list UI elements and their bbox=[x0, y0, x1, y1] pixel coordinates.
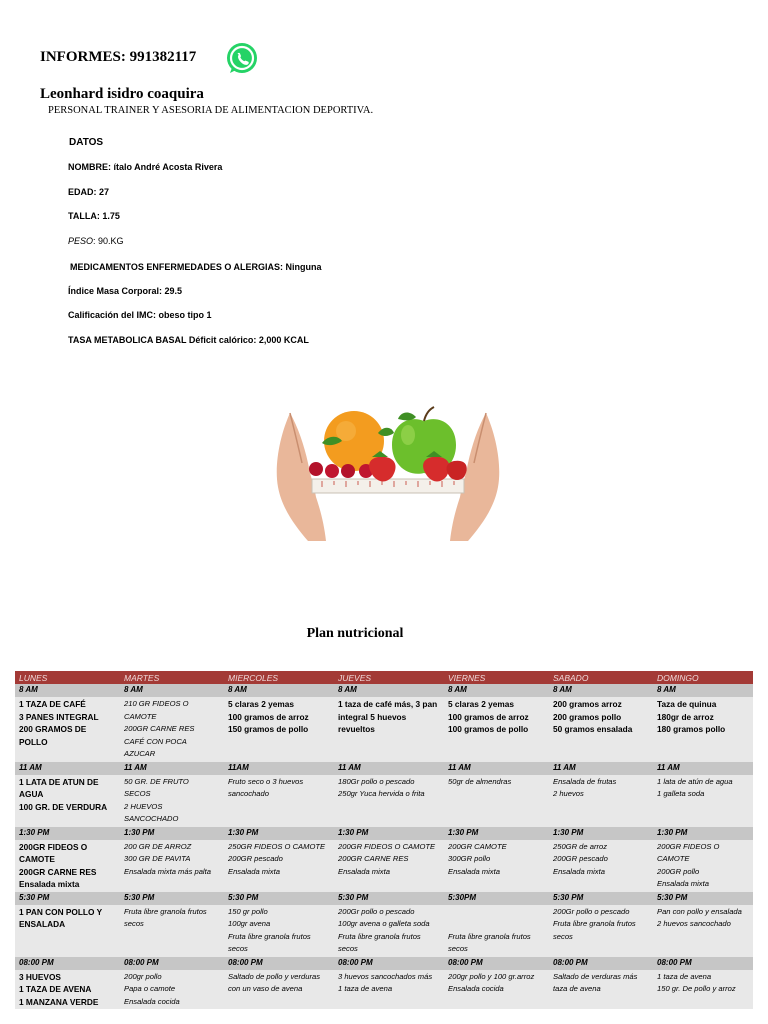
meal-time-cell: 5:30 PM bbox=[334, 892, 444, 905]
tasa-value: 2,000 KCAL bbox=[258, 335, 309, 345]
meal-time-cell: 1:30 PM bbox=[444, 827, 549, 840]
meal-cell bbox=[15, 840, 120, 892]
imc-value: 29.5 bbox=[164, 286, 183, 296]
meal-cell-line: Saltado de pollo y verduras bbox=[228, 971, 321, 981]
meal-cell-line: 50 gramos ensalada bbox=[553, 724, 633, 734]
meal-cell-line: 1 galleta soda bbox=[657, 789, 705, 798]
meal-cell-line: Fruta libre granola frutos bbox=[553, 919, 636, 928]
meal-cell-line: 200GR CARNE RES bbox=[338, 854, 409, 863]
meal-cell-line: 300 GR DE PAVITA bbox=[124, 854, 191, 863]
meal-cell-line: secos bbox=[338, 944, 358, 953]
meal-cell bbox=[120, 775, 224, 827]
meal-cell-line: 200GR pescado bbox=[553, 854, 608, 863]
trainer-subtitle: PERSONAL TRAINER Y ASESORIA DE ALIMENTACION DEPORTIVA. bbox=[48, 105, 374, 116]
meal-cell-line: SECOS bbox=[124, 789, 151, 798]
meal-cell-line: secos bbox=[228, 944, 248, 953]
field-medicamentos bbox=[70, 262, 322, 272]
meal-cell-line: 150 gr pollo bbox=[228, 906, 268, 916]
meal-cell-line: 180Gr pollo o pescado bbox=[338, 776, 415, 786]
meal-cell bbox=[653, 775, 753, 827]
meal-time-cell: 11 AM bbox=[120, 762, 224, 775]
meal-cell bbox=[334, 775, 444, 827]
meal-cell bbox=[15, 905, 120, 957]
meal-cell-line: Fruta libre granola frutos bbox=[124, 906, 207, 916]
meal-time-cell: 5:30 PM bbox=[120, 892, 224, 905]
measuring-tape bbox=[312, 479, 464, 493]
field-talla bbox=[68, 211, 120, 221]
meal-cell-line: 200Gr pollo o pescado bbox=[338, 906, 415, 916]
meal-time-cell: 11 AM bbox=[334, 762, 444, 775]
meal-cell bbox=[549, 697, 653, 762]
field-calificacion bbox=[68, 310, 212, 320]
meal-cell bbox=[120, 970, 224, 1010]
meal-cell-line: 2 HUEVOS bbox=[124, 801, 163, 811]
meal-cell-line: 1 LATA DE ATUN DE bbox=[19, 776, 99, 787]
day-header: LUNES bbox=[15, 671, 120, 684]
meal-cell bbox=[653, 905, 753, 957]
day-header: JUEVES bbox=[334, 671, 444, 684]
meal-cell-line: Fruta libre granola frutos bbox=[228, 931, 311, 941]
meal-time-cell: 8 AM bbox=[444, 684, 549, 697]
meal-time-row bbox=[15, 892, 753, 905]
meal-cell bbox=[444, 697, 549, 762]
meal-time-cell: 1:30 PM bbox=[549, 827, 653, 840]
meal-cell bbox=[224, 697, 334, 762]
meal-time-cell: 11 AM bbox=[15, 762, 120, 775]
meal-time-cell: 11AM bbox=[224, 762, 334, 775]
meal-cell-line: Ensalada mixta bbox=[657, 879, 709, 888]
medicamentos-value: Ninguna bbox=[285, 262, 322, 272]
meal-time-cell: 08:00 PM bbox=[15, 957, 120, 970]
meal-cell-line: 100gr avena bbox=[228, 919, 271, 928]
strawberry bbox=[447, 461, 467, 480]
meal-time-cell: 08:00 PM bbox=[334, 957, 444, 970]
meal-cell bbox=[653, 697, 753, 762]
medicamentos-label: MEDICAMENTOS ENFERMEDADES O ALERGIAS: bbox=[70, 262, 284, 272]
meal-time-cell: 5:30 PM bbox=[15, 892, 120, 905]
meal-cell bbox=[120, 840, 224, 892]
meal-cell-line: Ensalada mixta bbox=[448, 866, 500, 876]
meal-cell-line: 200GR FIDEOS O bbox=[19, 841, 88, 852]
meal-cell-line: 200Gr pollo o pescado bbox=[553, 906, 630, 916]
meal-cell-line: 1 PAN CON POLLO Y bbox=[19, 906, 103, 917]
meal-body-row bbox=[15, 775, 753, 827]
whatsapp-icon bbox=[224, 41, 260, 77]
meal-cell-line: 1 taza de avena bbox=[657, 971, 712, 981]
day-header: VIERNES bbox=[444, 671, 549, 684]
meal-cell bbox=[120, 697, 224, 762]
day-header: SABADO bbox=[549, 671, 653, 684]
meal-cell bbox=[224, 970, 334, 1010]
meal-time-cell: 5:30 PM bbox=[653, 892, 753, 905]
meal-cell-line: 150 gr. De pollo y arroz bbox=[657, 984, 736, 993]
meal-time-cell: 1:30 PM bbox=[653, 827, 753, 840]
meal-cell bbox=[549, 905, 653, 957]
meal-cell-line: 200GR FIDEOS O CAMOTE bbox=[338, 841, 436, 851]
meal-cell-line: 300GR pollo bbox=[448, 854, 491, 863]
meal-cell-line bbox=[448, 906, 545, 919]
meal-cell-line: sancochado bbox=[228, 789, 269, 798]
meal-time-cell: 08:00 PM bbox=[444, 957, 549, 970]
meal-time-cell: 11 AM bbox=[444, 762, 549, 775]
meal-cell-line: 210 GR FIDEOS O bbox=[124, 699, 189, 708]
meal-cell-line: 50 GR. DE FRUTO bbox=[124, 776, 189, 786]
meal-cell-line: Ensalada mixta bbox=[19, 879, 80, 889]
meal-cell-line: Pan con pollo y ensalada bbox=[657, 906, 742, 916]
meal-cell-line: 100 gramos de arroz bbox=[448, 711, 529, 722]
meal-cell bbox=[15, 970, 120, 1010]
meal-cell bbox=[224, 840, 334, 892]
meal-cell-line: 200GR pollo bbox=[657, 866, 700, 876]
plan-title: Plan nutricional bbox=[306, 626, 404, 641]
meal-cell-line: taza de avena bbox=[553, 984, 601, 993]
meal-cell bbox=[334, 970, 444, 1010]
meal-body-row bbox=[15, 905, 753, 957]
strawberry bbox=[369, 457, 395, 482]
peso-label: PESO bbox=[68, 236, 94, 246]
meal-cell-line: 200GR CARNE RES bbox=[124, 724, 195, 733]
meal-cell-line: SANCOCHADO bbox=[124, 814, 179, 823]
meal-cell-line: 1 lata de atún de agua bbox=[657, 776, 733, 786]
meal-cell bbox=[444, 775, 549, 827]
meal-cell-line: 1 MANZANA VERDE bbox=[19, 996, 99, 1007]
meal-cell-line: Ensalada mixta bbox=[228, 866, 280, 876]
edad-value: 27 bbox=[99, 187, 110, 197]
meal-cell-line: CAFÉ CON POCA bbox=[124, 736, 187, 746]
meal-cell-line: Ensalada de frutas bbox=[553, 776, 617, 786]
meal-plan-table bbox=[15, 671, 753, 1009]
cherry bbox=[325, 464, 339, 478]
meal-cell-line: 200GR pescado bbox=[228, 854, 283, 863]
meal-time-cell: 1:30 PM bbox=[120, 827, 224, 840]
meal-time-cell: 1:30 PM bbox=[15, 827, 120, 840]
meal-cell-line: CAMOTE bbox=[124, 711, 157, 721]
meal-cell bbox=[15, 697, 120, 762]
meal-cell-line: CAMOTE bbox=[657, 854, 690, 863]
meal-cell-line: 180 gramos pollo bbox=[657, 724, 726, 734]
field-tasa bbox=[68, 335, 309, 345]
meal-time-cell: 08:00 PM bbox=[224, 957, 334, 970]
meal-cell-line: Fruta libre granola frutos bbox=[448, 931, 531, 941]
meal-cell-line: Ensalada cocida bbox=[448, 984, 504, 993]
trainer-name: Leonhard isidro coaquira bbox=[40, 86, 204, 102]
meal-cell-line: 3 huevos sancochados más bbox=[338, 971, 433, 981]
meal-cell-line: 250GR de arroz bbox=[553, 841, 608, 851]
meal-time-row bbox=[15, 684, 753, 697]
meal-cell-line: secos bbox=[124, 919, 144, 928]
meal-body-row bbox=[15, 840, 753, 892]
field-imc bbox=[68, 286, 182, 296]
meal-cell-line: 100gr avena o galleta soda bbox=[338, 919, 430, 928]
meal-cell-line: 100 GR. DE VERDURA bbox=[19, 801, 108, 812]
meal-cell bbox=[444, 970, 549, 1010]
meal-cell-line bbox=[448, 918, 545, 931]
field-nombre bbox=[68, 162, 222, 172]
meal-cell-line: 1 TAZA DE AVENA bbox=[19, 984, 92, 994]
strawberry bbox=[423, 457, 449, 482]
meal-cell-line: Ensalada mixta más palta bbox=[124, 866, 211, 876]
meal-time-cell: 11 AM bbox=[653, 762, 753, 775]
meal-time-cell: 11 AM bbox=[549, 762, 653, 775]
meal-cell bbox=[653, 840, 753, 892]
meal-time-row bbox=[15, 762, 753, 775]
meal-time-cell: 1:30 PM bbox=[224, 827, 334, 840]
meal-cell-line: 200 gramos arroz bbox=[553, 699, 622, 709]
meal-cell-line: Fruto seco o 3 huevos bbox=[228, 776, 304, 786]
nombre-label: NOMBRE: bbox=[68, 162, 111, 172]
meal-cell-line: Ensalada cocida bbox=[124, 996, 180, 1006]
meal-cell-line: 1 taza de avena bbox=[338, 984, 393, 993]
meal-cell-line: AZUCAR bbox=[124, 749, 156, 758]
day-header: MIERCOLES bbox=[224, 671, 334, 684]
datos-title: DATOS bbox=[69, 137, 104, 148]
meal-plan-body bbox=[15, 684, 753, 1009]
meal-cell-line: 200 GR DE ARROZ bbox=[124, 841, 192, 851]
meal-cell-line: 200gr pollo y 100 gr.arroz bbox=[448, 971, 535, 981]
meal-time-cell: 1:30 PM bbox=[334, 827, 444, 840]
meal-cell-line: 3 HUEVOS bbox=[19, 971, 61, 982]
meal-cell-line: Saltado de verduras más bbox=[553, 971, 638, 981]
meal-cell-line: 200GR FIDEOS O bbox=[657, 841, 720, 851]
cherry bbox=[309, 462, 323, 476]
meal-cell bbox=[15, 775, 120, 827]
meal-time-cell: 08:00 PM bbox=[549, 957, 653, 970]
meal-cell-line: 5 claras 2 yemas bbox=[228, 699, 294, 709]
meal-time-cell: 8 AM bbox=[120, 684, 224, 697]
meal-cell bbox=[334, 905, 444, 957]
meal-cell-line: 5 claras 2 yemas bbox=[448, 699, 514, 709]
meal-body-row bbox=[15, 970, 753, 1010]
meal-cell-line: 2 huevos sancochado bbox=[657, 919, 731, 928]
meal-cell-line: 50gr de almendras bbox=[448, 776, 512, 786]
meal-cell-line: con un vaso de avena bbox=[228, 984, 303, 993]
meal-time-cell: 8 AM bbox=[653, 684, 753, 697]
days-header-row bbox=[15, 671, 753, 684]
meal-cell-line: 200 gramos pollo bbox=[553, 711, 622, 722]
meal-cell-line: integral 5 huevos revueltos bbox=[338, 711, 407, 734]
meal-time-row bbox=[15, 827, 753, 840]
meal-cell bbox=[224, 775, 334, 827]
meal-time-cell: 5:30 PM bbox=[224, 892, 334, 905]
informes-phone: INFORMES: 991382117 bbox=[40, 49, 197, 65]
meal-cell-line: 200gr pollo bbox=[124, 971, 162, 981]
meal-cell bbox=[549, 840, 653, 892]
hands-holding-fruit-illustration bbox=[268, 405, 508, 547]
left-hand bbox=[277, 413, 326, 541]
meal-time-cell: 08:00 PM bbox=[653, 957, 753, 970]
field-edad bbox=[68, 187, 109, 197]
day-header: DOMINGO bbox=[653, 671, 753, 684]
meal-cell-line: Ensalada mixta bbox=[338, 866, 390, 876]
meal-cell bbox=[444, 905, 549, 957]
meal-cell-line: 1 TAZA DE CAFÉ bbox=[19, 699, 86, 709]
meal-time-cell: 08:00 PM bbox=[120, 957, 224, 970]
peso-value: : 90.KG bbox=[93, 236, 124, 246]
meal-time-cell: 8 AM bbox=[334, 684, 444, 697]
talla-label: TALLA: bbox=[68, 211, 100, 221]
nombre-value: ítalo André Acosta Rivera bbox=[113, 162, 223, 172]
meal-cell bbox=[549, 970, 653, 1010]
meal-cell-line: secos bbox=[553, 931, 573, 941]
meal-cell-line: Papa o camote bbox=[124, 984, 176, 993]
meal-cell-line: ENSALADA bbox=[19, 919, 66, 929]
calificacion-value: obeso tipo 1 bbox=[158, 310, 212, 320]
meal-cell bbox=[444, 840, 549, 892]
meal-cell-line: 180gr de arroz bbox=[657, 711, 714, 722]
meal-cell-line: 200GR CARNE RES bbox=[19, 866, 97, 877]
meal-cell-line: CAMOTE bbox=[19, 854, 55, 864]
field-peso bbox=[68, 236, 124, 246]
meal-cell-line: Taza de quinua bbox=[657, 699, 717, 709]
edad-label: EDAD: bbox=[68, 187, 97, 197]
meal-cell-line: Fruta libre granola frutos bbox=[338, 931, 421, 941]
meal-cell bbox=[549, 775, 653, 827]
cherry bbox=[341, 464, 355, 478]
meal-cell bbox=[334, 840, 444, 892]
meal-time-row bbox=[15, 957, 753, 970]
meal-cell-line: 150 gramos de pollo bbox=[228, 724, 309, 734]
meal-cell-line: 200GR CAMOTE bbox=[448, 841, 507, 851]
meal-cell bbox=[653, 970, 753, 1010]
meal-time-cell: 5:30 PM bbox=[549, 892, 653, 905]
meal-cell-line: 3 PANES INTEGRAL bbox=[19, 711, 99, 722]
tasa-label: TASA METABOLICA BASAL Déficit calórico: bbox=[68, 335, 257, 345]
meal-cell-line: 250GR FIDEOS O CAMOTE bbox=[228, 841, 326, 851]
meal-cell bbox=[120, 905, 224, 957]
meal-cell-line: 100 gramos de pollo bbox=[448, 724, 529, 734]
day-header: MARTES bbox=[120, 671, 224, 684]
meal-cell-line: Ensalada mixta bbox=[553, 866, 605, 876]
meal-cell-line: secos bbox=[448, 944, 468, 953]
meal-cell-line: 200 GRAMOS DE POLLO bbox=[19, 724, 87, 747]
meal-cell bbox=[224, 905, 334, 957]
meal-cell-line: AGUA bbox=[19, 789, 44, 799]
meal-time-cell: 8 AM bbox=[549, 684, 653, 697]
meal-time-cell: 8 AM bbox=[15, 684, 120, 697]
meal-time-cell: 5:30PM bbox=[444, 892, 549, 905]
talla-value: 1.75 bbox=[102, 211, 120, 221]
meal-body-row bbox=[15, 697, 753, 762]
calificacion-label: Calificación del IMC: bbox=[68, 310, 157, 320]
imc-label: Índice Masa Corporal: bbox=[68, 286, 163, 296]
meal-cell-line: 2 huevos bbox=[553, 789, 584, 798]
meal-cell bbox=[334, 697, 444, 762]
meal-cell-line: 100 gramos de arroz bbox=[228, 711, 309, 722]
meal-time-cell: 8 AM bbox=[224, 684, 334, 697]
meal-cell-line: 1 taza de café más, 3 pan bbox=[338, 699, 438, 709]
meal-cell-line: 250gr Yuca hervida o frita bbox=[338, 789, 425, 798]
